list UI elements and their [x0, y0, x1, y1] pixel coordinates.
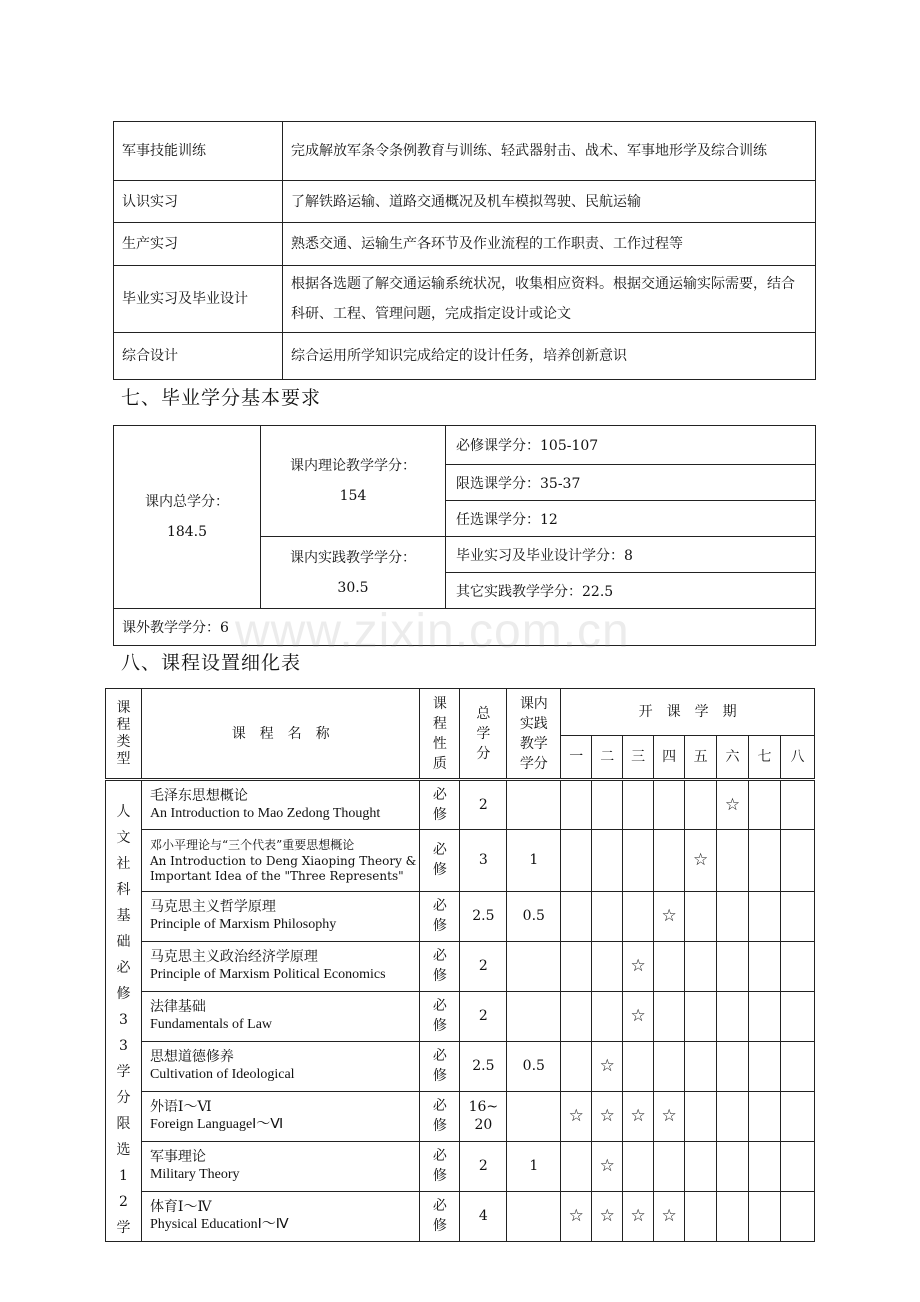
semester-mark — [623, 830, 654, 892]
semester-mark — [749, 941, 781, 991]
semester-mark — [685, 1141, 717, 1191]
practice-desc: 熟悉交通、运输生产各环节及作业流程的工作职责、工作过程等 — [283, 223, 816, 266]
semester-mark: ☆ — [561, 1191, 592, 1241]
semester-mark — [685, 1091, 717, 1141]
table-row — [114, 122, 816, 181]
semester-mark — [717, 1041, 749, 1091]
semester-mark — [654, 941, 685, 991]
semester-mark: ☆ — [717, 780, 749, 830]
semester-mark — [780, 1141, 814, 1191]
course-name-cell — [141, 991, 420, 1041]
semester-mark — [623, 1141, 654, 1191]
semester-label: 五 — [685, 736, 717, 780]
course-nature: 必修 — [420, 1091, 460, 1141]
course-table — [105, 688, 815, 1242]
semester-label: 一 — [561, 736, 592, 780]
course-practice-credits: 1 — [507, 1141, 561, 1191]
theory-credits-cell — [261, 426, 446, 537]
course-nature: 必修 — [420, 941, 460, 991]
semester-mark — [780, 941, 814, 991]
semester-mark: ☆ — [623, 941, 654, 991]
semester-mark — [623, 780, 654, 830]
table-row — [106, 1091, 815, 1141]
table-row — [114, 223, 816, 266]
semester-label: 三 — [623, 736, 654, 780]
course-name-cn: 外语Ⅰ～Ⅵ — [149, 1099, 212, 1116]
semester-mark — [654, 1141, 685, 1191]
semester-mark — [592, 991, 623, 1041]
course-name-en: Physical EducationⅠ～Ⅳ — [149, 1217, 289, 1233]
semester-mark — [685, 941, 717, 991]
course-name-cn: 军事理论 — [149, 1149, 206, 1166]
course-nature: 必修 — [420, 780, 460, 830]
course-name-cell — [141, 1091, 420, 1141]
course-name-cell — [141, 830, 420, 892]
course-total-credits: 16~20 — [460, 1091, 507, 1141]
semester-mark — [749, 1141, 781, 1191]
course-practice-credits: 1 — [507, 830, 561, 892]
semester-mark — [654, 830, 685, 892]
theory-credits-label: 课内理论教学学分： — [290, 458, 416, 474]
section-8-title: 八、课程设置细化表 — [121, 652, 302, 674]
semester-mark — [592, 891, 623, 941]
course-practice-credits — [507, 1191, 561, 1241]
semester-label: 六 — [717, 736, 749, 780]
semester-mark — [780, 1091, 814, 1141]
practice-name: 生产实习 — [114, 223, 283, 266]
table-row — [106, 891, 815, 941]
course-name-cn: 体育Ⅰ～Ⅳ — [149, 1199, 212, 1216]
required-credits: 必修课学分：105-107 — [446, 426, 816, 465]
semester-mark — [749, 780, 781, 830]
table-row — [114, 333, 816, 380]
semester-mark — [780, 1191, 814, 1241]
course-name-en: Principle of Marxism Philosophy — [149, 917, 337, 933]
course-name-cn: 毛泽东思想概论 — [149, 788, 248, 805]
semester-mark — [592, 780, 623, 830]
semester-mark: ☆ — [654, 891, 685, 941]
semester-label: 八 — [780, 736, 814, 780]
course-body — [106, 780, 815, 1242]
semester-mark — [561, 891, 592, 941]
semester-mark — [623, 1041, 654, 1091]
semester-mark — [717, 991, 749, 1041]
course-practice-credits — [507, 780, 561, 830]
semester-mark — [561, 941, 592, 991]
semester-mark — [561, 830, 592, 892]
semester-label: 七 — [749, 736, 781, 780]
course-type-cell — [106, 780, 142, 1242]
table-row — [106, 1041, 815, 1091]
table-row — [114, 181, 816, 223]
table-row — [106, 1191, 815, 1241]
course-total-credits: 4 — [460, 1191, 507, 1241]
course-total-credits: 2 — [460, 941, 507, 991]
course-practice-credits — [507, 1091, 561, 1141]
practice-name: 综合设计 — [114, 333, 283, 380]
semester-mark: ☆ — [592, 1191, 623, 1241]
semester-mark — [780, 991, 814, 1041]
semester-mark: ☆ — [623, 1091, 654, 1141]
extra-credits: 课外教学学分：6 — [114, 609, 816, 646]
semester-mark — [780, 830, 814, 892]
semester-mark — [592, 830, 623, 892]
course-total-credits: 2.5 — [460, 891, 507, 941]
semester-mark — [654, 780, 685, 830]
course-name-en: An Introduction to Deng Xiaoping Theory & Important Idea of the "Three Represents" — [149, 853, 417, 883]
semester-mark — [749, 891, 781, 941]
total-credits-cell — [114, 426, 261, 609]
course-total-credits: 2.5 — [460, 1041, 507, 1091]
table-row — [106, 780, 815, 830]
header-semester: 开 课 学 期 — [561, 689, 815, 736]
practice-desc: 了解铁路运输、道路交通概况及机车模拟驾驶、民航运输 — [283, 181, 816, 223]
semester-mark — [561, 991, 592, 1041]
semester-mark — [749, 1091, 781, 1141]
practice-table — [113, 121, 816, 380]
thesis-credits: 毕业实习及毕业设计学分：8 — [446, 537, 816, 573]
semester-mark — [654, 1041, 685, 1091]
semester-mark — [717, 830, 749, 892]
course-total-credits: 3 — [460, 830, 507, 892]
table-row — [106, 991, 815, 1041]
table-row — [106, 830, 815, 892]
semester-mark: ☆ — [561, 1091, 592, 1141]
practice-name: 军事技能训练 — [114, 122, 283, 181]
course-name-cn: 马克思主义政治经济学原理 — [149, 949, 318, 966]
semester-mark — [749, 1191, 781, 1241]
course-name-cell — [141, 891, 420, 941]
table-row — [114, 266, 816, 333]
practice-desc: 综合运用所学知识完成给定的设计任务，培养创新意识 — [283, 333, 816, 380]
total-credits-value: 184.5 — [166, 524, 208, 540]
course-nature: 必修 — [420, 1191, 460, 1241]
total-credits-label: 课内总学分： — [145, 494, 229, 510]
course-practice-credits: 0.5 — [507, 891, 561, 941]
course-name-cn: 马克思主义哲学原理 — [149, 899, 276, 916]
semester-mark — [561, 1141, 592, 1191]
semester-mark — [717, 1141, 749, 1191]
semester-mark — [780, 780, 814, 830]
course-name-en: An Introduction to Mao Zedong Thought — [149, 806, 381, 822]
semester-mark: ☆ — [654, 1191, 685, 1241]
course-nature: 必修 — [420, 1041, 460, 1091]
semester-mark: ☆ — [685, 830, 717, 892]
course-nature: 必修 — [420, 891, 460, 941]
semester-mark — [717, 891, 749, 941]
practice-name: 毕业实习及毕业设计 — [114, 266, 283, 333]
theory-credits-value: 154 — [339, 488, 367, 504]
course-name-en: Foreign LanguageⅠ～Ⅵ — [149, 1117, 284, 1133]
semester-mark — [685, 1041, 717, 1091]
practice-credits-cell — [261, 537, 446, 609]
semester-mark — [561, 780, 592, 830]
header-course-type: 课程类型 — [106, 689, 142, 780]
semester-mark — [717, 1091, 749, 1141]
semester-mark: ☆ — [654, 1091, 685, 1141]
semester-mark: ☆ — [592, 1091, 623, 1141]
semester-mark — [592, 941, 623, 991]
header-course-name: 课 程 名 称 — [141, 689, 420, 780]
section-7-title: 七、毕业学分基本要求 — [121, 387, 322, 409]
course-name-en: Military Theory — [149, 1167, 240, 1183]
semester-label: 二 — [592, 736, 623, 780]
course-name-cell — [141, 780, 420, 830]
header-row — [106, 689, 815, 736]
practice-credits-value: 30.5 — [337, 579, 369, 596]
course-total-credits: 2 — [460, 1141, 507, 1191]
semester-mark — [780, 1041, 814, 1091]
optional-credits: 任选课学分：12 — [446, 501, 816, 537]
table-row — [106, 1141, 815, 1191]
course-name-cell — [141, 1041, 420, 1091]
course-practice-credits: 0.5 — [507, 1041, 561, 1091]
semester-mark — [685, 780, 717, 830]
practice-credits-label: 课内实践教学学分： — [290, 549, 416, 566]
semester-mark — [654, 991, 685, 1041]
course-name-cn: 法律基础 — [149, 999, 206, 1016]
course-name-en: Cultivation of Ideological — [149, 1067, 295, 1083]
header-practice-credits: 课内实践教学学分 — [507, 689, 561, 780]
course-name-en: Fundamentals of Law — [149, 1017, 273, 1033]
semester-mark: ☆ — [592, 1141, 623, 1191]
semester-mark: ☆ — [592, 1041, 623, 1091]
course-nature: 必修 — [420, 991, 460, 1041]
practice-desc: 完成解放军条令条例教育与训练、轻武器射击、战术、军事地形学及综合训练 — [283, 122, 816, 181]
practice-desc: 根据各选题了解交通运输系统状况，收集相应资料。根据交通运输实际需要，结合科研、工程、管理问题，完成指定设计或论文 — [283, 266, 816, 333]
semester-mark — [717, 1191, 749, 1241]
practice-name: 认识实习 — [114, 181, 283, 223]
header-course-nature: 课程性质 — [420, 689, 460, 780]
limited-credits: 限选课学分：35-37 — [446, 465, 816, 501]
course-nature: 必修 — [420, 830, 460, 892]
semester-mark: ☆ — [623, 991, 654, 1041]
watermark: www.zixin.com.cn — [235, 605, 630, 658]
course-name-en: Principle of Marxism Political Economics — [149, 967, 386, 983]
course-practice-credits — [507, 941, 561, 991]
course-name-cn: 邓小平理论与“三个代表”重要思想概论 — [149, 837, 355, 852]
semester-mark — [685, 991, 717, 1041]
semester-mark: ☆ — [623, 1191, 654, 1241]
semester-mark — [749, 991, 781, 1041]
table-row — [114, 426, 816, 465]
table-row — [106, 941, 815, 991]
course-nature: 必修 — [420, 1141, 460, 1191]
semester-mark — [685, 1191, 717, 1241]
course-total-credits: 2 — [460, 780, 507, 830]
course-type-label: 人文社科基础 必修33学分 限选12学 — [116, 804, 131, 1236]
header-total-credits: 总学分 — [460, 689, 507, 780]
semester-mark — [717, 941, 749, 991]
course-total-credits: 2 — [460, 991, 507, 1041]
semester-mark — [780, 891, 814, 941]
course-name-cell — [141, 941, 420, 991]
semester-mark — [749, 830, 781, 892]
semester-label: 四 — [654, 736, 685, 780]
semester-mark — [561, 1041, 592, 1091]
semester-mark — [623, 891, 654, 941]
course-practice-credits — [507, 991, 561, 1041]
other-practice-credits: 其它实践教学学分：22.5 — [446, 573, 816, 609]
course-name-cn: 思想道德修养 — [149, 1049, 234, 1066]
course-name-cell — [141, 1191, 420, 1241]
semester-mark — [749, 1041, 781, 1091]
course-name-cell — [141, 1141, 420, 1191]
semester-mark — [685, 891, 717, 941]
